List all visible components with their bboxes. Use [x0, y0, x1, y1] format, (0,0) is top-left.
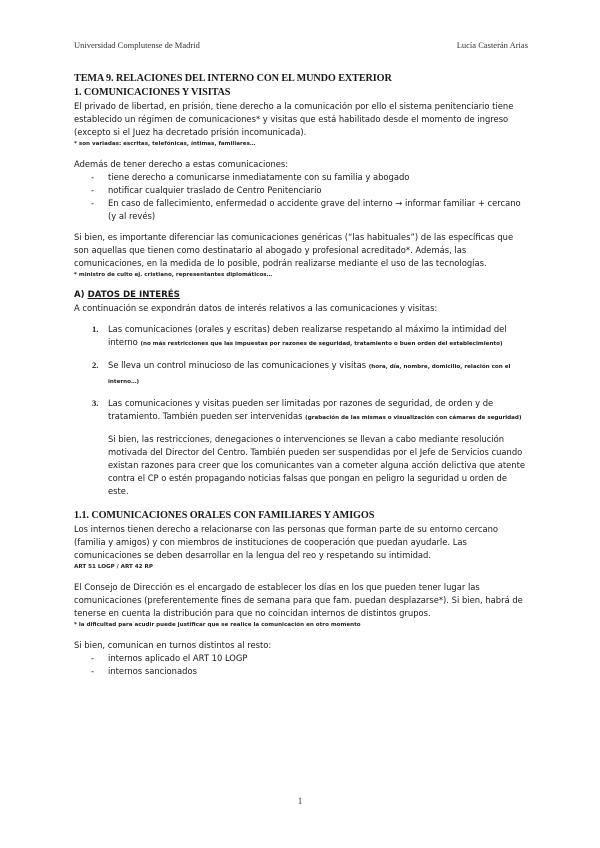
list-item: 2. Se lleva un control minucioso de las comunicaciones y visitas (hora, día, nombre, domicilio, relación con el interno…) — [92, 360, 511, 385]
section-1-1-paragraph-1: Los internos tienen derecho a relacionarse con las personas que forman parte de su entorno cercano (familia y amigos) y con miembros de instituciones de cooperación que puedan ayudarle. Las comunicaciones se deben desarrollar en la lengua del reo y respetando su intimidad. — [74, 524, 499, 560]
section-1-1-bullet-list — [74, 652, 530, 678]
section-1-paragraph-1: El privado de libertad, en prisión, tiene derecho a la comunicación por ello el sistema penitenciario tiene establecido un régimen de comunicaciones* y visitas que está habilitado desde el momento de ingreso (excepto si el Juez ha decretado prisión incomunicada). — [74, 101, 514, 137]
section-1-heading: 1. COMUNICACIONES Y VISITAS — [74, 87, 231, 98]
section-1-paragraph-3: Si bien, es importante diferenciar las comunicaciones genéricas (“las habituales”) de las específicas que son aquellas que tienen como destinatario al abogado y profesional acreditado*. Además, las comunicaciones, en la medida de lo posible, podrán realizarse mediante el uso de las tecnologías. — [74, 232, 514, 268]
document-title: TEMA 9. RELACIONES DEL INTERNO CON EL MUNDO EXTERIOR — [74, 73, 392, 84]
section-a-numbered-list — [74, 323, 530, 425]
section-1-footnote-1: * son variadas: escritas, telefónicas, íntimas, familiares… — [74, 141, 256, 147]
list-item: - tiene derecho a comunicarse inmediatamente con su familia y abogado — [91, 172, 410, 182]
section-1-bullet-list — [74, 171, 530, 223]
section-1-intro-list: Además de tener derecho a estas comunicaciones: — [74, 159, 289, 169]
list-item: - notificar cualquier traslado de Centro Penitenciario — [91, 185, 322, 195]
page-number: 1 — [297, 796, 303, 806]
page-header — [74, 40, 528, 52]
bullet-marker: - — [91, 653, 95, 663]
bullet-marker: - — [91, 666, 95, 676]
list-item: - En caso de fallecimiento, enfermedad o accidente grave del interno → informar familiar + cercano (y al revés) — [91, 198, 521, 221]
section-1-1-intro-list: Si bien, comunican en turnos distintos al resto: — [74, 640, 272, 650]
list-item: - internos aplicado el ART 10 LOGP — [91, 653, 248, 663]
bullet-marker: - — [91, 172, 95, 182]
header-university: Universidad Complutense de Madrid — [74, 40, 200, 50]
list-item: 3. Las comunicaciones y visitas pueden ser limitadas por razones de seguridad, de orden y de tratamiento. También pueden ser intervenidas (grabación de las mismas o visualización con cámaras de seguridad) — [92, 398, 522, 421]
list-item: - internos sancionados — [91, 666, 197, 676]
bullet-marker: - — [91, 198, 95, 208]
document-body — [74, 72, 530, 678]
section-a-heading: A) DATOS DE INTERÉS — [74, 290, 180, 300]
section-a-item-3-detail: Si bien, las restricciones, denegaciones o intervenciones se llevan a cabo mediante resolución motivada del Director del Centro. También pueden ser suspendidas por el Jefe de Servicios cuando existan razones para creer que los comunicantes van a cometer alguna acción delictiva que atente contra el CP o estén propagando noticias falsas que pongan en peligro la seguridad u orden de este. — [108, 434, 526, 496]
section-1-1-paragraph-2: El Consejo de Dirección es el encargado de establecer los días en los que pueden tener lugar las comunicaciones (preferentemente fines de semana para que fam. puedan desplazarse*). Si bien, habrá de tenerse en cuenta la distribución para que no coincidan internos de distintos grupos. — [74, 582, 523, 618]
section-1-1-footnote: * la dificultad para acudir puede justificar que se realice la comunicación en otro momento — [74, 622, 361, 628]
section-1-1-legal-reference: ART 51 LOGP / ART 42 RP — [74, 564, 153, 570]
list-item: 1. Las comunicaciones (orales y escritas) deben realizarse respetando al máximo la intimidad del interno (no más restricciones que las impuestas por razones de seguridad, tratamiento o buen orden del establecimiento) — [92, 324, 507, 347]
bullet-marker: - — [91, 185, 95, 195]
header-author: Lucía Casterán Arias — [456, 40, 528, 50]
section-a-intro: A continuación se expondrán datos de interés relativos a las comunicaciones y visitas: — [74, 303, 438, 313]
section-1-footnote-2: * ministro de culto ej. cristiano, representantes diplomáticos… — [74, 272, 273, 278]
section-1-1-heading: 1.1. COMUNICACIONES ORALES CON FAMILIARES Y AMIGOS — [74, 510, 375, 521]
